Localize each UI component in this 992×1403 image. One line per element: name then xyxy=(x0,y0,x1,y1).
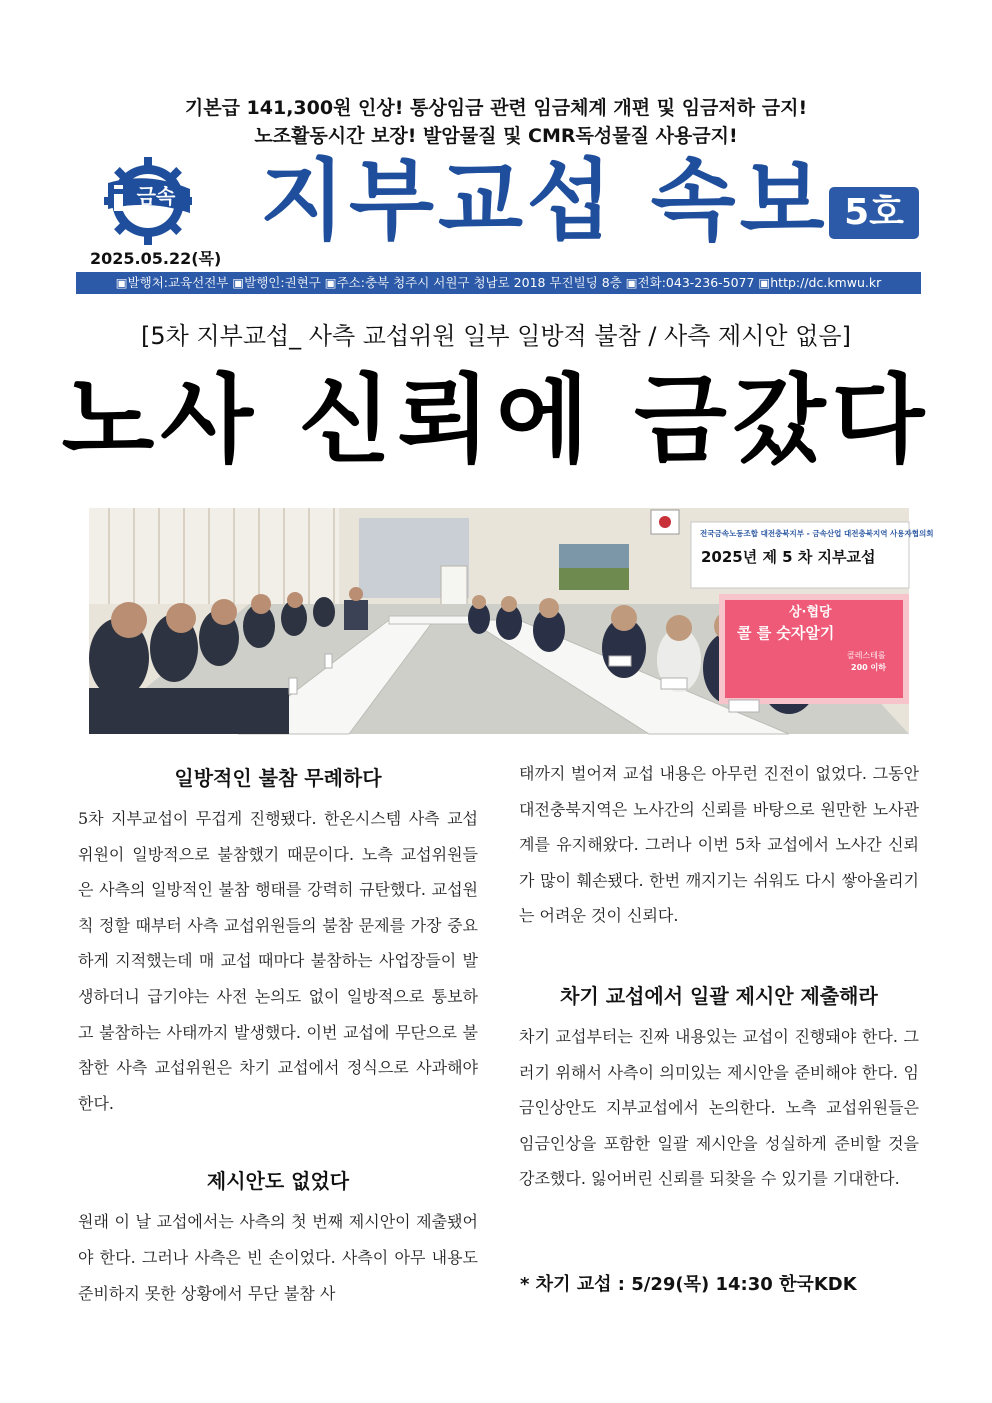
issue-date: 2025.05.22(목) xyxy=(90,249,222,268)
slogan-line-2: 노조활동시간 보장! 발암물질 및 CMR독성물질 사용금지! xyxy=(254,125,738,147)
left-column xyxy=(78,758,478,1311)
issue-badge: 5호 xyxy=(829,187,919,239)
poster-line-1: 상·협당 xyxy=(789,605,832,620)
poster-line-4: 200 이하 xyxy=(851,663,886,672)
article-subheading: [5차 지부교섭_ 사측 교섭위원 일부 일방적 불참 / 사측 제시안 없음] xyxy=(141,322,851,350)
meeting-photo xyxy=(89,508,934,734)
publisher-info-bar: ▣발행처:교육선전부 ▣발행인:권현구 ▣주소:충북 청주시 서원구 청남로 2018 무진빌딩 8층 ▣전화:043-236-5077 ▣http://dc.kmwu.kr xyxy=(76,272,921,294)
banner-main-text: 2025년 제 5 차 지부교섭 xyxy=(701,548,876,566)
poster-line-2: 콜 를 숫자알기 xyxy=(737,624,835,642)
union-logo xyxy=(100,153,196,249)
newsletter-title: 지부교섭 속보 xyxy=(260,149,829,252)
article-headline: 노사 신뢰에 금갔다 xyxy=(61,364,931,476)
section-title-unilateral-absence: 일방적인 불참 무례하다 xyxy=(174,766,382,790)
poster-line-3: 콜레스테롤 xyxy=(847,651,886,660)
right-column xyxy=(519,756,919,1197)
section-body-no-proposal-continued: 태까지 벌어져 교섭 내용은 아무런 진전이 없었다. 그동안 대전충북지역은 노사간의 신뢰를 바탕으로 원만한 노사관계를 유지해왔다. 그러나 이번 5차 교섭에서 노사간 신뢰가 많이 훼손됐다. 한번 깨지기는 쉬워도 다시 쌓아올리기는 어려운 것이 신뢰다. xyxy=(519,764,919,926)
slogan-line-1: 기본급 141,300원 인상! 통상임금 관련 임금체계 개편 및 임금저하 금지! xyxy=(184,97,808,119)
section-title-next-proposal: 차기 교섭에서 일괄 제시안 제출해라 xyxy=(560,983,878,1008)
section-body-unilateral-absence: 5차 지부교섭이 무겁게 진행됐다. 한온시스템 사측 교섭위원이 일방적으로 불참했기 때문이다. 노측 교섭위원들은 사측의 일방적인 불참 행태를 강력히 규탄했다. 교섭원칙 정할 때부터 사측 교섭위원들의 불참 문제를 가장 중요하게 지적했는데 매 교섭 때마다 불참하는 사업장들이 발생하더니 급기야는 사전 논의도 없이 일방적으로 통보하고 불참하는 사태까지 발생했다. 이번 교섭에 무단으로 불참한 사측 교섭위원은 차기 교섭에서 정식으로 사과해야한다. xyxy=(78,809,478,1113)
section-body-next-proposal: 차기 교섭부터는 진짜 내용있는 교섭이 진행돼야 한다. 그러기 위해서 사측이 의미있는 제시안을 준비해야 한다. 임금인상안도 지부교섭에서 논의한다. 노측 교섭위원들은 임금인상을 포함한 일괄 제시안을 성실하게 준비할 것을 강조했다. 잃어버린 신뢰를 되찾을 수 있기를 기대한다. xyxy=(519,1026,919,1189)
banner-small-text: 전국금속노동조합 대전충북지부 - 금속산업 대전충북지역 사용자협의회 xyxy=(700,529,934,538)
next-meeting-note: * 차기 교섭 : 5/29(목) 14:30 한국KDK xyxy=(520,1274,857,1295)
section-title-no-proposal: 제시안도 없었다 xyxy=(206,1169,350,1194)
section-body-no-proposal: 원래 이 날 교섭에서는 사측의 첫 번째 제시안이 제출됐어야 한다. 그러나 사측은 빈 손이었다. 사측이 아무 내용도 준비하지 못한 상황에서 무단 불참 사 xyxy=(78,1212,478,1303)
logo-text: 금속 xyxy=(136,184,176,208)
